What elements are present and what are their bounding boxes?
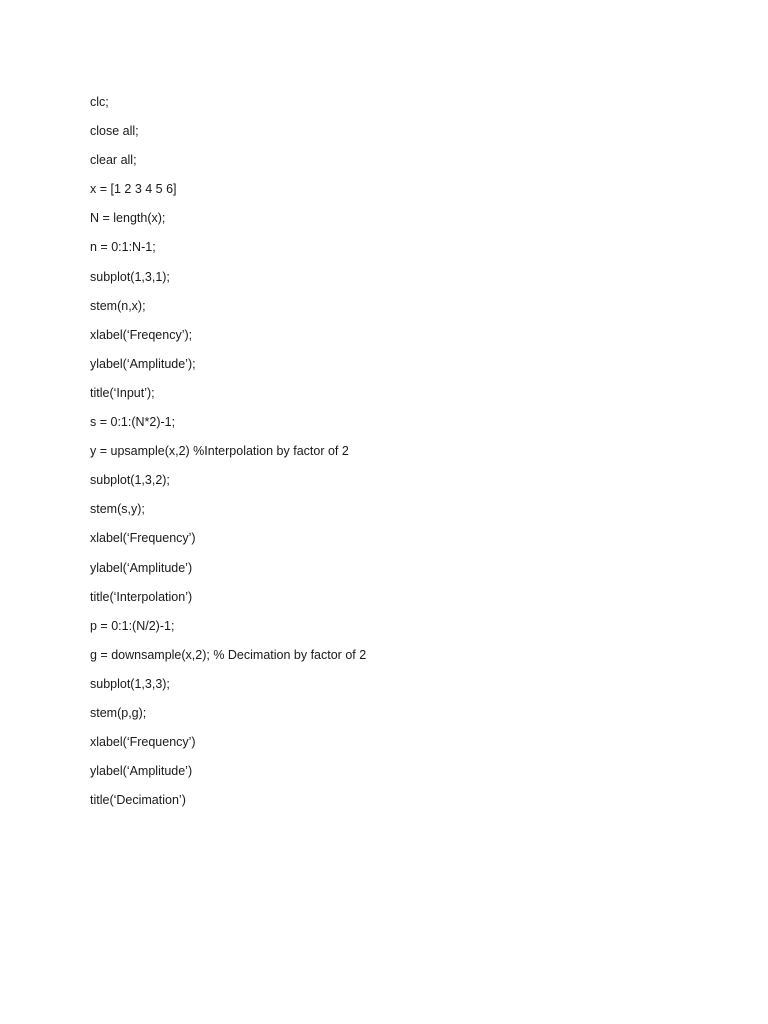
code-line: g = downsample(x,2); % Decimation by factor of 2 [90, 647, 367, 662]
code-line: stem(p,g); [90, 705, 147, 720]
code-line: xlabel(‘Frequency’) [90, 531, 196, 546]
code-line: ylabel(‘Amplitude’) [90, 560, 193, 575]
code-line: xlabel(‘Frequency’) [90, 735, 196, 750]
code-line: subplot(1,3,2); [90, 473, 170, 488]
code-line: clc; [90, 95, 109, 109]
code-line: title(‘Input’); [90, 385, 155, 400]
code-line: close all; [90, 124, 139, 139]
code-line: subplot(1,3,3); [90, 676, 170, 691]
code-line: N = length(x); [90, 211, 166, 226]
code-line: n = 0:1:N-1; [90, 240, 156, 255]
code-line: stem(s,y); [90, 502, 145, 517]
code-line: stem(n,x); [90, 298, 146, 313]
code-line: xlabel(‘Freqency’); [90, 327, 193, 342]
code-line: y = upsample(x,2) %Interpolation by factor of 2 [90, 444, 349, 459]
code-listing [90, 92, 366, 819]
code-line: x = [1 2 3 4 5 6] [90, 182, 177, 197]
code-line: ylabel(‘Amplitude’) [90, 764, 193, 779]
code-line: subplot(1,3,1); [90, 269, 170, 284]
code-line: ylabel(‘Amplitude’); [90, 356, 196, 371]
code-line: clear all; [90, 153, 137, 168]
code-line: title(‘Decimation’) [90, 793, 186, 808]
code-line: s = 0:1:(N*2)-1; [90, 415, 176, 430]
code-line: title(‘Interpolation’) [90, 589, 193, 604]
code-line: p = 0:1:(N/2)-1; [90, 618, 175, 633]
